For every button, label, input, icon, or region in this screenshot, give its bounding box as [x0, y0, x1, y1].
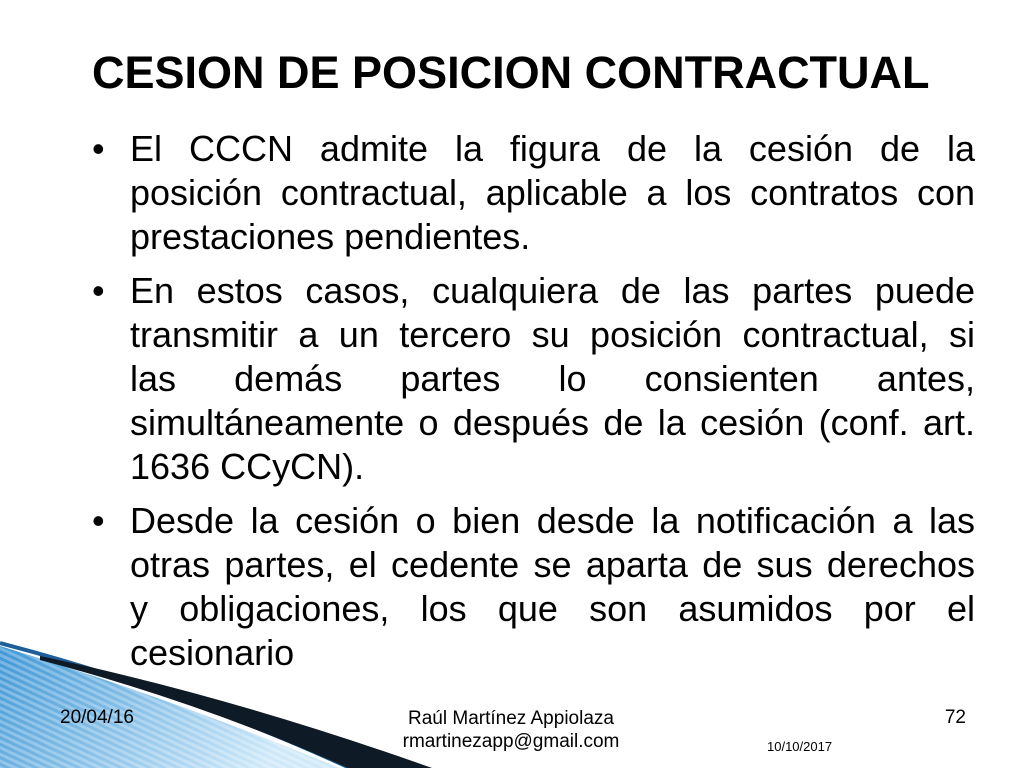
bullet-text-line: las demás partes lo consienten antes,: [130, 358, 975, 399]
bullet-marker: •: [92, 500, 105, 541]
bullet-marker: •: [92, 128, 105, 169]
footer-email: rmartinezapp@gmail.com: [402, 731, 620, 752]
bullet-text-line: otras partes, el cedente se aparta de sus derechos: [130, 544, 975, 585]
footer-date: 20/04/16: [60, 707, 134, 728]
bullet-text-line: En estos casos, cualquiera de las partes puede: [130, 270, 975, 311]
bullet-text-line: y obligaciones, los que son asumidos por el: [130, 588, 975, 629]
bullet-text-line: El CCCN admite la figura de la cesión de la: [130, 128, 975, 169]
footer-author: Raúl Martínez Appiolaza: [408, 708, 614, 729]
footer-text: [311, 707, 711, 753]
bullet-marker: •: [92, 270, 105, 311]
slide-title: CESION DE POSICION CONTRACTUAL: [92, 47, 930, 98]
bullet-text-line: Desde la cesión o bien desde la notificación a las: [130, 500, 975, 541]
stamp-date: 10/10/2017: [767, 739, 833, 754]
bullet-text-line: cesionario: [130, 632, 295, 673]
swoosh-stripe-texture: [0, 646, 340, 768]
bullet-item: [92, 127, 975, 259]
bullet-item: [92, 269, 975, 489]
bullet-text-line: posición contractual, aplicable a los contratos con: [130, 172, 975, 213]
bullet-text-line: transmitir a un tercero su posición contractual, si: [130, 314, 975, 355]
slide-number: 72: [944, 707, 966, 728]
bullet-text-line: prestaciones pendientes.: [130, 216, 531, 257]
bullet-text-line: simultáneamente o después de la cesión (conf. art.: [130, 402, 975, 443]
bullet-text-line: 1636 CCyCN).: [130, 446, 365, 487]
bullet-list: [92, 127, 975, 685]
